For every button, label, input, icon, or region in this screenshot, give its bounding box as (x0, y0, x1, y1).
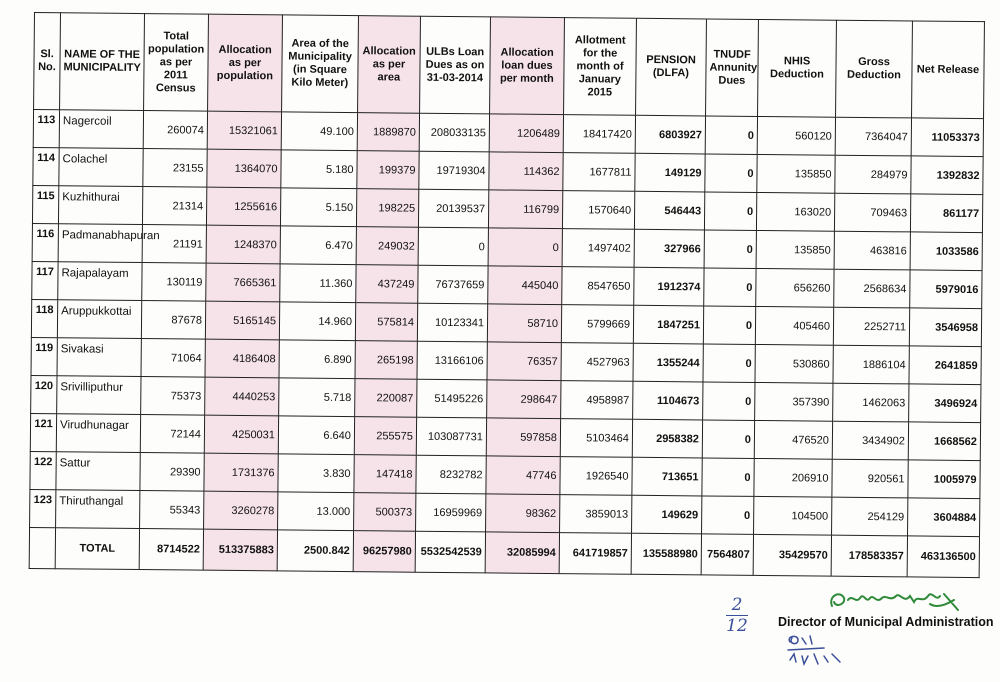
header-gross-deduction: Gross Deduction (836, 20, 913, 118)
cell-allocation-area: 265198 (355, 341, 417, 380)
cell-loan-dues: 20139537 (418, 189, 488, 228)
cell-area: 5.718 (279, 378, 355, 417)
header-allotment-january: Allotment for the month of January 2015 (564, 18, 637, 116)
cell-tnudf-dues: 0 (703, 306, 755, 344)
cell-gross-deduction: 3434902 (832, 421, 908, 460)
cell-gross-deduction: 1886104 (833, 345, 909, 384)
cell-population: 21191 (142, 225, 206, 264)
cell-municipality-name: Sivakasi (57, 338, 141, 377)
cell-allocation-loan-dues: 116799 (488, 190, 562, 229)
cell-area: 49.100 (281, 112, 357, 151)
cell-tnudf-dues: 0 (702, 496, 754, 534)
cell-nhis-deduction: 163020 (756, 192, 834, 231)
cell-net-release: 5979016 (910, 270, 982, 309)
cell-net-release: 1392832 (911, 156, 983, 195)
cell-area: 5.150 (280, 188, 356, 227)
cell-sl-no: 123 (30, 489, 56, 527)
cell-allotment-january: 5103464 (560, 419, 632, 458)
cell-population: 75373 (141, 377, 205, 416)
cell-municipality-name: Thiruthangal (56, 490, 140, 529)
cell-municipality-name: Kuzhithurai (58, 186, 142, 225)
page-number-bottom: 12 (726, 616, 748, 636)
header-net-release: Net Release (912, 21, 985, 119)
cell-net-release: 3604884 (908, 498, 980, 537)
cell-area: 6.890 (279, 340, 355, 379)
cell-nhis-deduction: 656260 (756, 268, 834, 307)
total-nhis-deduction: 35429570 (753, 534, 831, 576)
cell-area: 5.180 (281, 150, 357, 189)
cell-allocation-population: 4186408 (205, 339, 279, 378)
header-municipality-name: NAME OF THE MUNICIPALITY (60, 13, 145, 111)
cell-population: 130119 (142, 263, 206, 302)
total-loan-dues: 5532542539 (415, 531, 485, 573)
total-sl-cell (29, 527, 55, 568)
cell-allotment-january: 18417420 (563, 115, 635, 154)
cell-net-release: 3496924 (909, 384, 981, 423)
cell-loan-dues: 8232782 (416, 455, 486, 494)
cell-gross-deduction: 463816 (834, 231, 910, 270)
cell-sl-no: 118 (31, 299, 57, 337)
cell-gross-deduction: 2568634 (834, 269, 910, 308)
cell-tnudf-dues: 0 (702, 458, 754, 496)
cell-sl-no: 122 (30, 451, 56, 489)
cell-municipality-name: Sattur (56, 452, 140, 491)
cell-allocation-loan-dues: 597858 (486, 418, 560, 457)
cell-allocation-area: 147418 (354, 455, 416, 494)
total-allocation-population: 513375883 (203, 529, 277, 571)
total-allotment-january: 641719857 (559, 533, 631, 575)
cell-allotment-january: 1570640 (562, 191, 634, 230)
header-pension: PENSION (DLFA) (636, 18, 707, 116)
page-number (726, 596, 748, 635)
cell-pension: 149629 (632, 495, 702, 534)
cell-tnudf-dues: 0 (704, 192, 756, 230)
cell-tnudf-dues: 0 (704, 230, 756, 268)
cell-population: 23155 (143, 149, 207, 188)
cell-population: 21314 (142, 187, 206, 226)
cell-net-release: 11053373 (911, 118, 983, 157)
cell-loan-dues: 51495226 (417, 379, 487, 418)
cell-area: 3.830 (278, 454, 354, 493)
cell-allocation-population: 4250031 (204, 415, 278, 454)
page-number-top: 2 (731, 595, 743, 615)
cell-allotment-january: 1497402 (562, 229, 634, 268)
cell-sl-no: 117 (32, 261, 58, 299)
director-title: Director of Municipal Administration (778, 615, 994, 629)
cell-nhis-deduction: 405460 (755, 306, 833, 345)
cell-population: 29390 (140, 453, 204, 492)
cell-allocation-population: 3260278 (204, 491, 278, 530)
header-row (34, 13, 985, 119)
cell-net-release: 1005979 (908, 460, 980, 499)
cell-gross-deduction: 2252711 (833, 307, 909, 346)
cell-allocation-area: 220087 (355, 379, 417, 418)
cell-allocation-area: 437249 (356, 265, 418, 304)
cell-allocation-loan-dues: 114362 (489, 152, 563, 191)
cell-allocation-population: 1248370 (206, 225, 280, 264)
cell-loan-dues: 208033135 (419, 113, 489, 152)
cell-net-release: 1033586 (910, 232, 982, 271)
cell-municipality-name: Padmanabhapuran (58, 224, 142, 263)
cell-area: 14.960 (279, 302, 355, 341)
cell-tnudf-dues: 0 (703, 382, 755, 420)
cell-sl-no: 120 (31, 375, 57, 413)
header-nhis-deduction: NHIS Deduction (758, 19, 837, 117)
cell-tnudf-dues: 0 (705, 116, 757, 154)
cell-allocation-loan-dues: 76357 (487, 342, 561, 381)
cell-municipality-name: Colachel (59, 148, 143, 187)
cell-allotment-january: 1677811 (563, 153, 635, 192)
total-area: 2500.842 (277, 530, 353, 572)
header-allocation-loan-dues: Allocation loan dues per month (490, 17, 565, 115)
cell-municipality-name: Rajapalayam (58, 262, 142, 301)
initials-mark (784, 632, 854, 668)
cell-allocation-population: 15321061 (207, 111, 281, 150)
cell-net-release: 2641859 (909, 346, 981, 385)
cell-loan-dues: 103087731 (416, 417, 486, 456)
cell-sl-no: 119 (31, 337, 57, 375)
cell-tnudf-dues: 0 (705, 154, 757, 192)
cell-nhis-deduction: 357390 (755, 382, 833, 421)
cell-allocation-area: 249032 (356, 227, 418, 266)
header-population: Total population as per 2011 Census (144, 14, 209, 112)
cell-area: 13.000 (278, 492, 354, 531)
cell-nhis-deduction: 476520 (754, 420, 832, 459)
cell-net-release: 861177 (910, 194, 982, 233)
cell-allocation-population: 4440253 (205, 377, 279, 416)
cell-allocation-loan-dues: 1206489 (489, 114, 563, 153)
total-pension: 135588980 (631, 533, 701, 575)
cell-allocation-area: 1889870 (357, 113, 419, 152)
cell-allocation-population: 1731376 (204, 453, 278, 492)
header-allocation-area: Allocation as per area (358, 16, 421, 114)
cell-allocation-area: 500373 (354, 493, 416, 532)
cell-allocation-area: 199379 (357, 151, 419, 190)
cell-sl-no: 121 (30, 413, 56, 451)
cell-pension: 1847251 (633, 305, 703, 344)
cell-population: 260074 (143, 111, 207, 150)
cell-loan-dues: 13166106 (417, 341, 487, 380)
cell-nhis-deduction: 206910 (754, 458, 832, 497)
cell-allocation-loan-dues: 98362 (486, 494, 560, 533)
cell-allocation-population: 1255616 (206, 187, 280, 226)
cell-area: 6.470 (280, 226, 356, 265)
cell-allocation-population: 7665361 (206, 263, 280, 302)
total-population: 8714522 (139, 529, 203, 571)
header-sl-no: Sl. No. (34, 13, 61, 110)
cell-municipality-name: Nagercoil (59, 110, 143, 149)
cell-allotment-january: 5799669 (561, 305, 633, 344)
total-allocation-loan-dues: 32085994 (485, 532, 559, 574)
cell-nhis-deduction: 135850 (757, 154, 835, 193)
cell-population: 71064 (141, 339, 205, 378)
cell-population: 87678 (141, 301, 205, 340)
header-allocation-population: Allocation as per population (208, 14, 283, 112)
cell-tnudf-dues: 0 (703, 344, 755, 382)
cell-gross-deduction: 1462063 (833, 383, 909, 422)
cell-loan-dues: 19719304 (419, 151, 489, 190)
cell-population: 72144 (140, 415, 204, 454)
cell-allocation-loan-dues: 58710 (487, 304, 561, 343)
cell-population: 55343 (140, 491, 204, 530)
footer (726, 590, 996, 670)
allocation-table-sheet (29, 12, 985, 578)
cell-pension: 2958382 (632, 419, 702, 458)
cell-pension: 149129 (635, 153, 705, 192)
cell-allocation-area: 575814 (355, 303, 417, 342)
cell-allotment-january: 3859013 (560, 495, 632, 534)
cell-gross-deduction: 920561 (832, 459, 908, 498)
cell-nhis-deduction: 530860 (755, 344, 833, 383)
cell-allocation-population: 5165145 (205, 301, 279, 340)
cell-pension: 1912374 (634, 267, 704, 306)
cell-nhis-deduction: 104500 (754, 496, 832, 535)
cell-allotment-january: 4527963 (561, 343, 633, 382)
cell-allocation-loan-dues: 445040 (488, 266, 562, 305)
cell-loan-dues: 16959969 (416, 493, 486, 532)
cell-sl-no: 114 (33, 147, 59, 185)
cell-tnudf-dues: 0 (704, 268, 756, 306)
cell-area: 6.640 (278, 416, 354, 455)
cell-allocation-population: 1364070 (207, 149, 281, 188)
cell-municipality-name: Srivilliputhur (57, 376, 141, 415)
cell-pension: 1355244 (633, 343, 703, 382)
cell-tnudf-dues: 0 (702, 420, 754, 458)
cell-sl-no: 113 (33, 110, 59, 148)
total-gross-deduction: 178583357 (831, 535, 907, 577)
total-allocation-area: 96257980 (353, 531, 415, 573)
cell-municipality-name: Aruppukkottai (57, 300, 141, 339)
total-row (29, 527, 979, 577)
total-net-release: 463136500 (907, 536, 979, 578)
cell-pension: 6803927 (635, 115, 705, 154)
cell-loan-dues: 10123341 (417, 303, 487, 342)
total-label: TOTAL (55, 528, 139, 570)
cell-nhis-deduction: 560120 (757, 116, 835, 155)
allocation-table (29, 12, 985, 578)
cell-allocation-area: 198225 (356, 189, 418, 228)
cell-allocation-loan-dues: 47746 (486, 456, 560, 495)
cell-allocation-loan-dues: 0 (488, 228, 562, 267)
header-tnudf-dues: TNUDF Annunity Dues (706, 19, 759, 116)
cell-allotment-january: 4958987 (561, 381, 633, 420)
cell-gross-deduction: 7364047 (835, 117, 911, 156)
cell-allocation-area: 255575 (354, 417, 416, 456)
cell-area: 11.360 (280, 264, 356, 303)
cell-pension: 713651 (632, 457, 702, 496)
cell-sl-no: 115 (32, 185, 58, 223)
cell-gross-deduction: 284979 (835, 155, 911, 194)
cell-net-release: 3546958 (909, 308, 981, 347)
total-tnudf-dues: 7564807 (701, 534, 753, 575)
cell-allotment-january: 8547650 (562, 267, 634, 306)
header-area: Area of the Municipality (in Square Kilo Meter) (282, 15, 359, 113)
cell-pension: 327966 (634, 229, 704, 268)
cell-gross-deduction: 709463 (834, 193, 910, 232)
header-loan-dues: ULBs Loan Dues as on 31-03-2014 (420, 16, 491, 114)
cell-sl-no: 116 (32, 223, 58, 261)
cell-loan-dues: 0 (418, 227, 488, 266)
cell-gross-deduction: 254129 (832, 497, 908, 536)
cell-loan-dues: 76737659 (418, 265, 488, 304)
cell-net-release: 1668562 (908, 422, 980, 461)
cell-pension: 1104673 (633, 381, 703, 420)
cell-municipality-name: Virudhunagar (56, 414, 140, 453)
cell-allotment-january: 1926540 (560, 457, 632, 496)
cell-allocation-loan-dues: 298647 (487, 380, 561, 419)
cell-pension: 546443 (634, 191, 704, 230)
cell-nhis-deduction: 135850 (756, 230, 834, 269)
